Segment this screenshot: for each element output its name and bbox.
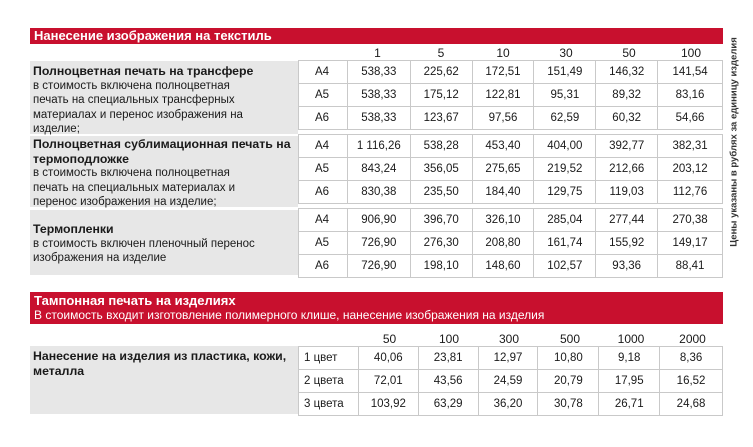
group-transfer-label [33, 64, 253, 137]
price-cell: 12,97 [478, 347, 538, 370]
price-cell: 538,33 [347, 84, 410, 107]
format-cell: A5 [299, 158, 348, 181]
price-cell: 20,79 [538, 370, 599, 393]
pad-group-name-1: Нанесение на изделия из пластика, кожи, [33, 349, 287, 363]
price-cell: 93,36 [596, 255, 658, 278]
price-cell: 151,49 [534, 61, 596, 84]
color-count-cell: 2 цвета [299, 370, 359, 393]
pad-qty-50: 50 [382, 332, 397, 346]
price-cell: 172,51 [472, 61, 534, 84]
format-cell: A6 [299, 181, 348, 204]
group-film-name: Термопленки [33, 222, 114, 236]
price-cell: 1 116,26 [347, 135, 410, 158]
price-cell: 326,10 [472, 209, 534, 232]
price-cell: 16,52 [660, 370, 723, 393]
price-cell: 83,16 [658, 84, 723, 107]
color-count-cell: 1 цвет [299, 347, 359, 370]
textile-qty-30: 30 [559, 46, 573, 60]
price-cell: 275,65 [472, 158, 534, 181]
price-cell: 538,33 [347, 107, 410, 130]
price-cell: 726,90 [347, 255, 410, 278]
group-sublimation-label [33, 137, 291, 210]
textile-qty-100: 100 [680, 46, 702, 60]
price-cell: 119,03 [596, 181, 658, 204]
textile-qty-5: 5 [437, 46, 445, 60]
group-transfer-desc-1: в стоимость включена полноцветная [33, 79, 230, 92]
price-cell: 8,36 [660, 347, 723, 370]
price-cell: 906,90 [347, 209, 410, 232]
table-row [299, 370, 723, 393]
price-cell: 198,10 [410, 255, 472, 278]
price-cell: 60,32 [596, 107, 658, 130]
pad-section-header [30, 292, 723, 324]
group-transfer-desc-4: изделие; [33, 123, 80, 135]
price-cell: 235,50 [410, 181, 472, 204]
table-row [299, 158, 723, 181]
pad-section-subtitle: В стоимость входит изготовление полимерного клише, нанесение изображения на изделия [34, 308, 545, 322]
price-cell: 396,70 [410, 209, 472, 232]
price-cell: 285,04 [534, 209, 596, 232]
price-cell: 63,29 [418, 393, 478, 416]
textile-section-title: Нанесение изображения на текстиль [34, 28, 272, 43]
group-transfer-desc-3: материалах и перенос изображения на [33, 108, 243, 121]
price-cell: 212,66 [596, 158, 658, 181]
price-cell: 43,56 [418, 370, 478, 393]
price-cell: 453,40 [472, 135, 534, 158]
price-cell: 30,78 [538, 393, 599, 416]
price-cell: 88,41 [658, 255, 723, 278]
price-cell: 102,57 [534, 255, 596, 278]
pad-price-table [298, 346, 723, 416]
price-cell: 10,80 [538, 347, 599, 370]
price-cell: 382,31 [658, 135, 723, 158]
price-cell: 26,71 [599, 393, 660, 416]
table-row [299, 84, 723, 107]
price-cell: 129,75 [534, 181, 596, 204]
group-sublimation-desc-2: печать на специальных материалах и [33, 181, 236, 194]
textile-qty-1: 1 [374, 46, 381, 60]
format-cell: A4 [299, 135, 348, 158]
price-cell: 225,62 [410, 61, 472, 84]
pad-group-label [33, 349, 286, 378]
price-cell: 208,80 [472, 232, 534, 255]
group-transfer-name: Полноцветная печать на трансфере [33, 64, 254, 78]
pad-qty-1000: 1000 [617, 332, 645, 346]
group-sublimation-name-1: Полноцветная сублимационная печать на [33, 137, 291, 151]
price-cell: 219,52 [534, 158, 596, 181]
format-cell: A4 [299, 61, 348, 84]
price-cell: 148,60 [472, 255, 534, 278]
price-cell: 122,81 [472, 84, 534, 107]
price-cell: 17,95 [599, 370, 660, 393]
price-cell: 95,31 [534, 84, 596, 107]
table-row [299, 209, 723, 232]
price-cell: 392,77 [596, 135, 658, 158]
price-cell: 97,56 [472, 107, 534, 130]
table-row [299, 107, 723, 130]
group-sublimation-desc-1: в стоимость включена полноцветная [33, 167, 230, 179]
price-cell: 146,32 [596, 61, 658, 84]
price-cell: 123,67 [410, 107, 472, 130]
pad-section-title: Тампонная печать на изделиях [34, 293, 236, 308]
price-cell: 72,01 [358, 370, 418, 393]
price-cell: 538,33 [347, 61, 410, 84]
table-row [299, 181, 723, 204]
price-cell: 404,00 [534, 135, 596, 158]
textile-qty-50: 50 [622, 46, 636, 60]
price-cell: 356,05 [410, 158, 472, 181]
price-cell: 112,76 [658, 181, 723, 204]
price-cell: 843,24 [347, 158, 410, 181]
price-cell: 141,54 [658, 61, 723, 84]
price-cell: 62,59 [534, 107, 596, 130]
price-cell: 24,59 [478, 370, 538, 393]
textile-qty-10: 10 [496, 46, 510, 60]
price-cell: 40,06 [358, 347, 418, 370]
price-cell: 103,92 [358, 393, 418, 416]
format-cell: A5 [299, 84, 348, 107]
price-cell: 184,40 [472, 181, 534, 204]
format-cell: A4 [299, 209, 348, 232]
format-cell: A6 [299, 107, 348, 130]
price-unit-note [724, 32, 744, 252]
price-cell: 149,17 [658, 232, 723, 255]
group-film-label [33, 222, 255, 266]
table-row [299, 347, 723, 370]
price-cell: 9,18 [599, 347, 660, 370]
price-cell: 726,90 [347, 232, 410, 255]
table-row [299, 255, 723, 278]
group-transfer-desc-2: печать на специальных трансферных [33, 94, 235, 106]
group-sublimation-desc-3: перенос изображения на изделие; [33, 196, 217, 208]
group-film-desc-1: в стоимость включен пленочный перенос [33, 237, 255, 250]
format-cell: A6 [299, 255, 348, 278]
price-cell: 276,30 [410, 232, 472, 255]
price-cell: 155,92 [596, 232, 658, 255]
price-cell: 54,66 [658, 107, 723, 130]
group-sublimation-name-2: термоподложке [33, 151, 129, 166]
format-cell: A5 [299, 232, 348, 255]
textile-price-table [298, 60, 723, 278]
pad-qty-100: 100 [438, 332, 460, 346]
group-film-desc-2: изображения на изделие [33, 252, 167, 264]
table-row [299, 393, 723, 416]
textile-section-header [30, 28, 723, 44]
table-row [299, 232, 723, 255]
table-row [299, 135, 723, 158]
price-cell: 538,28 [410, 135, 472, 158]
price-cell: 161,74 [534, 232, 596, 255]
price-cell: 89,32 [596, 84, 658, 107]
pad-qty-2000: 2000 [679, 332, 706, 346]
price-cell: 830,38 [347, 181, 410, 204]
price-cell: 23,81 [418, 347, 478, 370]
color-count-cell: 3 цвета [299, 393, 359, 416]
price-unit-note-text: Цены указаны в рублях за единицу изделия [728, 37, 740, 247]
price-cell: 36,20 [478, 393, 538, 416]
price-cell: 175,12 [410, 84, 472, 107]
pad-qty-300: 300 [498, 332, 520, 346]
price-cell: 277,44 [596, 209, 658, 232]
pad-group-name-2: металла [33, 363, 85, 378]
price-cell: 270,38 [658, 209, 723, 232]
pad-qty-500: 500 [559, 332, 581, 346]
table-row [299, 61, 723, 84]
price-cell: 203,12 [658, 158, 723, 181]
price-cell: 24,68 [660, 393, 723, 416]
